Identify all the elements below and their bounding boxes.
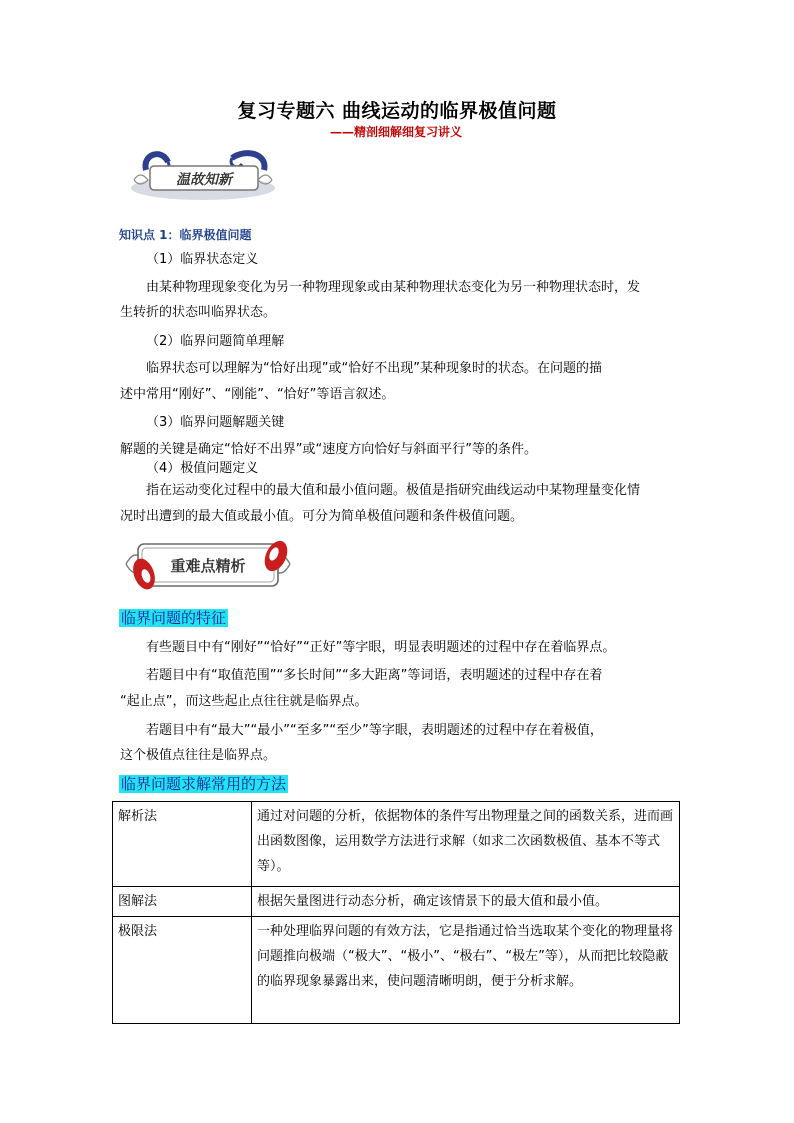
key-points-banner-art — [122, 534, 294, 596]
table-row — [113, 887, 680, 917]
features-p2-line1: 若题目中有“取值范围”“多长时间”“多大距离”等词语，表明题述的过程中存在着 — [146, 668, 603, 683]
review-banner-label: 温故知新 — [176, 172, 232, 188]
features-p3-line2: 这个极值点往往是临界点。 — [120, 748, 277, 763]
review-banner-art — [128, 148, 278, 202]
s2-line1: 临界状态可以理解为“恰好出现”或“恰好不出现”某种现象时的状态。在问题的描 — [146, 361, 602, 376]
s4-line2: 况时出遭到的最大值或最小值。可分为简单极值问题和条件极值问题。 — [120, 509, 524, 524]
s4-line1: 指在运动变化过程中的最大值和最小值问题。极值是指研究曲线运动中某物理量变化情 — [146, 483, 641, 498]
methods-heading: 临界问题求解常用的方法 — [121, 775, 287, 793]
page-subtitle: ——精剖细解细复习讲义 — [330, 125, 463, 139]
features-heading: 临界问题的特征 — [121, 609, 227, 627]
s1-line1: 由某种物理现象变化为另一种物理现象或由某种物理状态变化为另一种物理状态时，发 — [146, 280, 641, 295]
s4-title: （4）极值问题定义 — [146, 461, 259, 476]
method-desc: 一种处理临界问题的有效方法，它是指通过恰当选取某个变化的物理量将问题推向极端（“极大”、“极小”、“极右”、“极左”等），从而把比较隐蔽的临界现象暴露出来，使问题清晰明朗，便于分析求解。 — [252, 917, 680, 1024]
methods-table — [112, 801, 680, 1024]
method-desc: 根据矢量图进行动态分析，确定该情景下的最大值和最小值。 — [252, 887, 680, 917]
review-banner — [128, 148, 278, 202]
s1-line2: 生转折的状态叫临界状态。 — [120, 305, 277, 320]
s2-title: （2）临界问题简单理解 — [146, 334, 285, 349]
s2-line2: 述中常用“刚好”、“刚能”、“恰好”等语言叙述。 — [120, 387, 395, 402]
features-p3-line1: 若题目中有“最大”“最小”“至多”“至少”等字眼，表明题述的过程中存在着极值， — [146, 723, 603, 738]
s3-line1: 解题的关键是确定“恰好不出界”或“速度方向恰好与斜面平行”等的条件。 — [120, 442, 537, 457]
s3-title: （3）临界问题解题关键 — [146, 415, 285, 430]
knowledge-heading: 知识点 1：临界极值问题 — [119, 228, 252, 242]
method-name: 图解法 — [113, 887, 252, 917]
features-p2-line2: “起止点”，而这些起止点往往就是临界点。 — [120, 694, 368, 709]
key-points-banner — [122, 534, 294, 596]
key-points-banner-label: 重难点精析 — [170, 557, 246, 575]
table-row — [113, 917, 680, 1024]
method-name: 极限法 — [113, 917, 252, 1024]
table-row — [113, 802, 680, 887]
s1-title: （1）临界状态定义 — [146, 252, 259, 267]
page-title: 复习专题六 曲线运动的临界极值问题 — [237, 100, 557, 122]
methods-heading-wrap — [119, 773, 288, 795]
method-desc: 通过对问题的分析，依据物体的条件写出物理量之间的函数关系，进而画出函数图像，运用数学方法进行求解（如求二次函数极值、基本不等式等）。 — [252, 802, 680, 887]
features-heading-wrap — [119, 607, 228, 629]
method-name: 解析法 — [113, 802, 252, 887]
features-p1: 有些题目中有“刚好”“恰好”“正好”等字眼，明显表明题述的过程中存在着临界点。 — [146, 640, 616, 655]
